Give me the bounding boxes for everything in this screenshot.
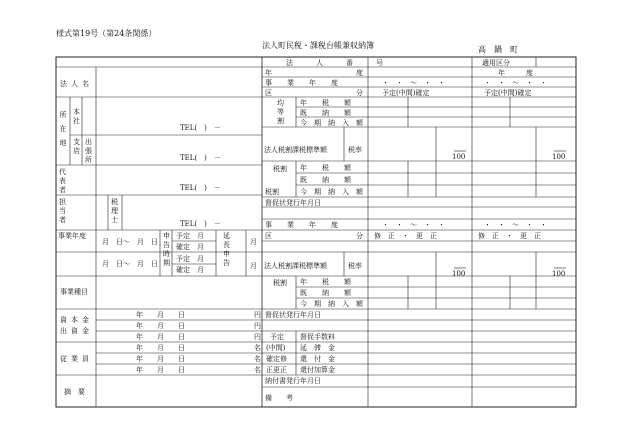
jigyo-nendo-label: 事 業 年 度 (265, 79, 342, 87)
notes-label: 摘 要 (64, 388, 85, 396)
bun-label: 分 (356, 89, 363, 97)
hundred-4: 100 (552, 270, 566, 278)
dates-1: ・ ・ ～ ・ ・ (382, 79, 445, 87)
kanpu-kin: 還 付 金 (300, 355, 335, 363)
shiten-label: 支店 (73, 138, 80, 155)
do-label: 度 (356, 69, 363, 77)
nendo-right: 年 度 (498, 69, 533, 77)
tel-shiten: TEL( ) － (180, 154, 221, 162)
zeiwari-label: 税割 (265, 188, 279, 196)
employees-label: 従業員 (60, 355, 93, 363)
tokusoku-1: 督促状発行年月日 (265, 199, 321, 207)
nen-zeigaku-2: 年 税 額 (300, 164, 355, 172)
biz-period-1: 月 日～ 月 日 (102, 238, 158, 246)
yotei-kakutei-1: 予定(中間)確定 (382, 89, 430, 97)
biko-label: 備 考 (265, 394, 293, 402)
kazei-hyojun-1: 法人税割課税標準額 (264, 146, 327, 154)
zeiritsu-1: 税率 (348, 146, 362, 154)
yen-2: 円 (254, 322, 261, 330)
yotei-month-1: 予定 月 (176, 232, 204, 240)
corp-name-label: 法人名 (60, 80, 93, 88)
shinkoku-jiki-label: 申告時期 (163, 232, 170, 267)
nofusho-date: 納付書発行年月日 (265, 377, 321, 385)
hojin-wari-label-2: 税割 (273, 279, 287, 287)
emp-date-1: 年 月 日 (136, 344, 185, 352)
shusshi-label: 出資金 (60, 327, 93, 335)
biz-period-2: 月 日～ 月 日 (102, 260, 158, 268)
hojin-wari-label-1: 税割 (273, 165, 287, 173)
form-number: 様式第19号（第24条関係） (56, 29, 157, 38)
rep-label: 代表者 (59, 168, 66, 194)
biz-year-label: 事業年度 (58, 232, 86, 240)
location-label: 所在地 (59, 111, 67, 147)
shutchoujo-label: 出張所 (85, 138, 92, 164)
kinto-label: 均等割 (277, 99, 284, 125)
emp-date-2: 年 月 日 (136, 355, 185, 363)
dates-2: ・ ・ ～ ・ ・ (484, 79, 547, 87)
kakutei-month-2: 確定 月 (176, 266, 204, 274)
yotei-month-2: 予定 月 (176, 255, 204, 263)
zeiritsu-2: 税率 (348, 262, 362, 270)
entai-kin: 延 滞 金 (300, 344, 335, 352)
kanpu-kasan: 還付加算金 (300, 366, 335, 374)
mei-3: 名 (254, 366, 261, 374)
yen-1: 円 (254, 311, 261, 319)
capital-date-2: 年 月 日 (136, 322, 185, 330)
hundred-1: 100 (452, 153, 466, 161)
chukan-label: (中間) (266, 344, 286, 352)
encho-month-2: 月 (250, 262, 257, 270)
zeirishi-label: 税理士 (111, 198, 118, 224)
town-name: 高 鍋 町 (478, 45, 518, 54)
tokusoku-tesu: 督促手数料 (300, 333, 335, 341)
kino-gaku-1: 既 納 額 (300, 109, 355, 117)
mei-2: 名 (254, 355, 261, 363)
hundred-2: 100 (552, 153, 566, 161)
hojin-no-label: 法 人 番 号 (286, 59, 391, 67)
yotei-label: 予定 (270, 333, 284, 341)
konki-2: 今 期 納 入 額 (300, 188, 363, 196)
dates-4: ・ ・ ～ ・ ・ (484, 221, 547, 229)
nen-zeigaku-3: 年 税 額 (300, 278, 355, 286)
shusei-kosei-2: 修 正 ・ 更 正 (478, 232, 541, 240)
honsha-label: 本社 (73, 108, 80, 125)
capital-date-3: 年 月 日 (136, 333, 185, 341)
konki-3: 今 期 納 入 額 (300, 300, 363, 308)
tokusoku-2: 督促状発行年月日 (265, 311, 321, 319)
tekiyo-label: 適用区分 (482, 59, 510, 67)
kazei-hyojun-2: 法人税割課税標準額 (264, 262, 327, 270)
yotei-kakutei-2: 予定(中間)確定 (484, 89, 532, 97)
nen-label: 年 (265, 69, 272, 77)
tanto-label: 担当者 (59, 198, 66, 224)
ku-label-2: 区 (265, 232, 272, 240)
kakutei-month-1: 確定 月 (176, 243, 204, 251)
capital-label: 資本金 (60, 316, 93, 324)
emp-date-3: 年 月 日 (136, 366, 185, 374)
encho-month-1: 月 (250, 238, 257, 246)
shusei-kosei-1: 修 正 ・ 更 正 (374, 232, 437, 240)
kino-gaku-2: 既 納 額 (300, 176, 355, 184)
tel-rep: TEL( ) － (180, 184, 221, 192)
form-title: 法人町民税・課税台帳兼収納簿 (262, 41, 374, 50)
sei-kosei-label: 正更正 (266, 366, 287, 374)
konki-1: 今 期 納 入 額 (300, 119, 363, 127)
dates-3: ・ ・ ～ ・ ・ (382, 221, 445, 229)
nen-zeigaku-1: 年 税 額 (300, 99, 355, 107)
kakutei-shu-label: 確定修 (266, 355, 287, 363)
tel-tanto: TEL( ) － (180, 220, 221, 228)
biz-type-label: 事業種目 (60, 288, 88, 296)
jigyo-nendo-2: 事 業 年 度 (265, 221, 342, 229)
capital-date-1: 年 月 日 (136, 311, 185, 319)
hundred-3: 100 (452, 270, 466, 278)
mei-1: 名 (254, 344, 261, 352)
yen-3: 円 (254, 333, 261, 341)
ku-label: 区 (265, 89, 272, 97)
tel-honsha: TEL( ) － (180, 124, 221, 132)
kino-gaku-3: 既 納 額 (300, 289, 355, 297)
encho-label: 延長申告 (223, 232, 230, 267)
bun-label-2: 分 (356, 232, 363, 240)
